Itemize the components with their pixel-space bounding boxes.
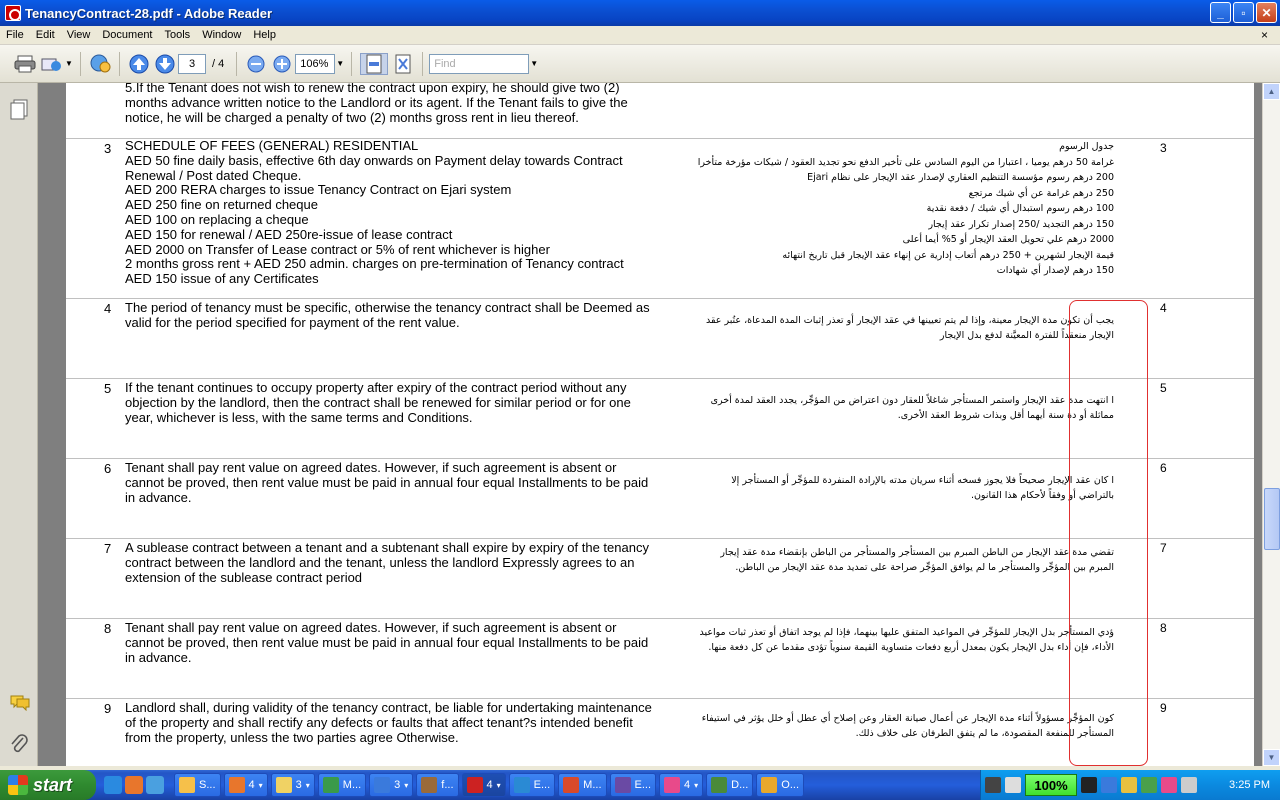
power-plug-icon[interactable]: [1081, 777, 1097, 793]
previous-page-button[interactable]: [128, 53, 150, 75]
menu-edit[interactable]: Edit: [35, 29, 55, 41]
menu-window[interactable]: Window: [202, 29, 242, 41]
battery-percentage: 100%: [1025, 774, 1077, 796]
table-row: [66, 379, 1254, 459]
fit-page-icon: [394, 54, 412, 74]
heart-icon[interactable]: [1161, 777, 1177, 793]
clause-number-arabic: 5: [1160, 381, 1167, 395]
start-button[interactable]: start: [0, 770, 96, 800]
fit-width-icon: [365, 54, 383, 74]
menu-help[interactable]: Help: [253, 29, 276, 41]
email-button[interactable]: [40, 53, 62, 75]
fee-schedule-english: SCHEDULE OF FEES (GENERAL) RESIDENTIAL AED 50 fine daily basis, effective 6th day onwards on Payment delay towards Contract Renewal / Post dated Cheque. AED 200 RERA charges to issue Tenancy Contract on Ejari system AED 250 fine on returned cheque AED 100 on replacing a cheque AED 150 for renewal / AED 250re-issue of lease contract AED 2000 on Transfer of Lease contract or 5% of rent whichever is higher 2 months gross rent + AED 250 admin. charges on pre-termination of Tenancy contract AED 150 issue of any Certificates: [125, 138, 624, 287]
clause-number: 6: [104, 461, 112, 476]
table-row: [66, 459, 1254, 539]
clause-number: 8: [104, 621, 112, 636]
menu-document[interactable]: Document: [102, 29, 153, 41]
attachments-paperclip-icon[interactable]: [9, 733, 29, 753]
clause-number-arabic: 3: [1160, 141, 1167, 155]
scrollbar-thumb[interactable]: [1264, 488, 1280, 550]
task-button[interactable]: 4 ▾: [224, 773, 268, 797]
network-icon[interactable]: [1101, 777, 1117, 793]
system-tray: [980, 770, 1280, 800]
ie-icon[interactable]: [104, 776, 122, 794]
title-bar: [0, 0, 1280, 26]
clause-number-arabic: 4: [1160, 301, 1167, 315]
task-button[interactable]: M...: [558, 773, 606, 797]
menu-file[interactable]: File: [6, 29, 24, 41]
keyboard-icon[interactable]: [985, 777, 1001, 793]
clause-number-arabic: 8: [1160, 621, 1167, 635]
fit-width-button[interactable]: [360, 53, 388, 75]
fit-page-button[interactable]: [392, 53, 414, 75]
task-button[interactable]: M...: [318, 773, 366, 797]
pdf-page: [66, 83, 1254, 766]
clause-number: 3: [104, 141, 112, 156]
clause-number-arabic: 7: [1160, 541, 1167, 555]
clause-arabic: تقضي مدة عقد الإيجار من الباطن المبرم بين المستأجر والمستأجر من الباطن بإنقضاء مدة عقد إيجار المبرم بين المؤجِّر والمستأجر ما لم يوافق المؤجِّر صراحة على تمديد مدة عقد الإيجار من الباطن.: [720, 547, 1114, 573]
vertical-scrollbar[interactable]: [1262, 83, 1280, 766]
printer-icon: [14, 54, 36, 74]
table-row: [66, 139, 1254, 299]
table-row: [66, 699, 1254, 766]
zoom-out-icon: [247, 55, 265, 73]
clause-arabic: ؤدي المستأجر بدل الإيجار للمؤجِّر في المواعيد المتفق عليها بينهما، فإذا لم يوجد اتفاق أو تعذر ثبات مواعيد الأداء، فإن أداء بدل الإيجار يكون بمعدل أربع دفعات متساوية القيمة سنوياً تؤدى مقدما عن كل دفعة منها.: [699, 627, 1114, 653]
table-row: [66, 299, 1254, 379]
task-button[interactable]: 4 ▾: [659, 773, 703, 797]
email-attach-icon: [40, 54, 62, 74]
clause-arabic: ا انتهت مدة عقد الإيجار واستمر المستأجر شاغلاً للعقار دون اعتراض من المؤجِّر، يجدد العقد لمدة أخرى مماثلة أو دة سنة أيهما أقل وبذات شروط العقد الأخرى.: [710, 395, 1114, 421]
find-dropdown-icon[interactable]: ▼: [530, 59, 539, 68]
clause-number: 5: [104, 381, 112, 396]
zoom-in-icon: [273, 55, 291, 73]
adobe-reader-icon: [5, 5, 21, 21]
comments-icon[interactable]: [9, 693, 29, 713]
table-row: [66, 83, 1254, 139]
scroll-down-icon[interactable]: ▼: [1263, 749, 1280, 766]
zoom-out-button[interactable]: [245, 53, 267, 75]
menu-tools[interactable]: Tools: [164, 29, 191, 41]
quick-launch: [104, 776, 164, 794]
help-icon[interactable]: [1005, 777, 1021, 793]
find-input[interactable]: Find: [429, 54, 529, 74]
email-dropdown-icon[interactable]: ▼: [65, 59, 73, 68]
clause-english: A sublease contract between a tenant and a subtenant shall expire by expiry of the tenancy contract between the landlord and the tenant, unless the landlord Expressly agrees to an extension of the sublease contract period: [125, 540, 649, 585]
next-page-button[interactable]: [154, 53, 176, 75]
clause-english: The period of tenancy must be specific, otherwise the tenancy contract shall be Deemed as valid for the period specified for payment of the rent value.: [125, 300, 650, 330]
firefox-icon[interactable]: [125, 776, 143, 794]
globe-search-icon: [89, 53, 111, 75]
task-button[interactable]: 3 ▾: [271, 773, 315, 797]
task-button[interactable]: E...: [610, 773, 657, 797]
task-button[interactable]: E...: [509, 773, 556, 797]
taskbar: [0, 770, 1280, 800]
task-button[interactable]: f...: [416, 773, 458, 797]
task-button[interactable]: D...: [706, 773, 753, 797]
window-title: TenancyContract-28.pdf - Adobe Reader: [25, 5, 273, 21]
clause-english: Tenant shall pay rent value on agreed dates. However, if such agreement is absent or cannot be proved, then rent value must be paid in annual four equal Installments to be paid in advance.: [125, 620, 649, 665]
clause-arabic: ا كان عقد الإيجار صحيحاً فلا يجوز فسخه أثناء سريان مدته بالإرادة المنفردة للمؤجِّر أو المستأجر إلا بالتراضي أو وفقاً لأحكام هذا القانون.: [731, 475, 1114, 501]
task-button[interactable]: S...: [174, 773, 221, 797]
menu-bar: [0, 26, 1280, 45]
messenger-icon[interactable]: [1121, 777, 1137, 793]
navigation-pane: [0, 83, 38, 766]
toolbar: [0, 45, 1280, 83]
clause-number: 9: [104, 701, 112, 716]
clock: 3:25 PM: [1229, 779, 1270, 791]
clause-arabic: كون المؤجِّر مسؤولاً أثناء مدة الإيجار عن أعمال صيانة العقار وعن إصلاح أي عطل أو خلل يؤثر في استيفاء المستأجر للمنفعة المقصودة، ما لم يتفق الطرفان على خلاف ذلك.: [701, 713, 1114, 739]
print-button[interactable]: [14, 53, 36, 75]
arrow-down-icon: [155, 54, 175, 74]
page-number-input[interactable]: 3: [178, 54, 206, 74]
zoom-level-input[interactable]: 106%: [295, 54, 335, 74]
search-document-button[interactable]: [89, 53, 111, 75]
close-button[interactable]: ✕: [1256, 2, 1277, 23]
clause-number: 7: [104, 541, 112, 556]
clause-english: If the tenant continues to occupy property after expiry of the contract period without any objection by the landlord, then the contract shall be renewed for similar period or for one year, whichever is less, with the same terms and Conditions.: [125, 380, 631, 425]
security-icon[interactable]: [1141, 777, 1157, 793]
table-row: [66, 539, 1254, 619]
zoom-in-button[interactable]: [271, 53, 293, 75]
clause-english: Landlord shall, during validity of the tenancy contract, be liable for undertaking maintenance of the property and shall rectify any defects or faults that affect tenant?s intended benefit from the property, unless the two parties agree Otherwise.: [125, 700, 652, 745]
scroll-up-icon[interactable]: ▲: [1263, 83, 1280, 100]
arrow-up-icon: [129, 54, 149, 74]
fee-schedule-arabic: جدول الرسوم غرامة 50 درهم يوميا ، اعتبارا من اليوم السادس على تأخير الدفع نحو تجديد العقود / شيكات مؤرخة متأخرا 200 درهم رسوم مؤسسة التنظيم العقاري لإصدار عقد الإيجار على نظام Ejari 250 درهم غرامة عن أي شيك مرتجع 100 درهم رسوم استبدال أي شيك / دفعة نقدية 150 درهم التجديد /250 إصدار تكرار عقد إيجار 2000 درهم علي تحويل العقد الإيجار أو 5% أيما أعلى قيمة الإيجار لشهرين + 250 درهم أتعاب إدارية عن إنهاء عقد الإيجار قبل تاريخ انتهائه 150 درهم لإصدار أي شهادات: [697, 141, 1114, 276]
clause-number-arabic: 6: [1160, 461, 1167, 475]
task-button[interactable]: 3 ▾: [369, 773, 413, 797]
task-button-adobe-reader[interactable]: 4 ▾: [462, 773, 506, 797]
pages-panel-icon[interactable]: [9, 99, 29, 119]
page-total: / 4: [212, 57, 225, 70]
table-row: [66, 619, 1254, 699]
clause-number-arabic: 9: [1160, 701, 1167, 715]
zoom-dropdown-icon[interactable]: ▼: [336, 59, 345, 68]
task-button[interactable]: O...: [756, 773, 804, 797]
maximize-button[interactable]: ▫: [1233, 2, 1254, 23]
document-view[interactable]: [38, 83, 1262, 766]
windows-logo-icon: [8, 775, 28, 795]
user-icon[interactable]: [1181, 777, 1197, 793]
task-buttons: [174, 773, 804, 797]
clause-english: 5.If the Tenant does not wish to renew the contract upon expiry, he should give two (2) months advance written notice to the Landlord or its agent. If the Tenant fails to give the notice, he will be charged a penalty of two (2) months gross rent in lieu thereof.: [125, 83, 628, 125]
close-document-button[interactable]: ×: [1260, 28, 1268, 42]
clause-number: 4: [104, 301, 112, 316]
minimize-button[interactable]: _: [1210, 2, 1231, 23]
clause-english: Tenant shall pay rent value on agreed dates. However, if such agreement is absent or cannot be proved, then rent value must be paid in annual four equal Installments to be paid in advance.: [125, 460, 649, 505]
desktop-icon[interactable]: [146, 776, 164, 794]
clause-arabic: يجب أن تكون مدة الإيجار معينة، وإذا لم يتم تعيينها في عقد الإيجار أو تعذر إثبات المدة المدعاة، عتُبر عقد الإيجار منعقداً للفترة المعيَّنة لدفع بدل الإيجار: [705, 315, 1114, 341]
menu-view[interactable]: View: [66, 29, 91, 41]
